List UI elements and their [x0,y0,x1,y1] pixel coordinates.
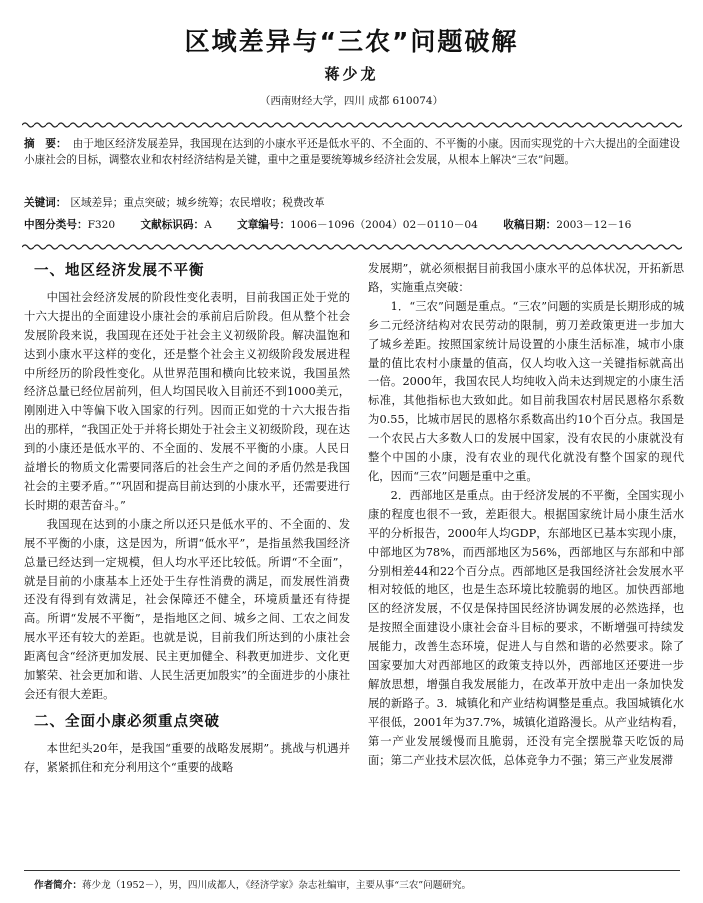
footnote-text: 蒋少龙（1952－），男，四川成都人，《经济学家》杂志社编审，主要从事“三农”问题研究。 [81,880,472,891]
keywords [24,195,680,210]
clc-label: 中图分类号： [24,219,88,231]
footnote-label: 作者简介： [34,880,82,891]
article-number-value: 1006－1096（2004）02－0110－04 [290,219,478,231]
paragraph: 发展期”，就必须根据目前我国小康水平的总体状况，开拓新思路，实施重点突破： [368,262,684,294]
author-affiliation: （西南财经大学，四川 成都 610074） [259,95,444,107]
paragraph: 我国现在达到的小康之所以还只是低水平的、不全面的、发展不平衡的小康，这是因为，所谓“低水平”，是指虽然我国经济总量已经达到一定规模，但人均水平还比较低。所谓“不全面”，就是目前的小康基本上还处于生存性消费的满足，而发展性消费还没有得到有效满足，社会保障还不健全，环境质量还有待提高。所谓“发展不平衡”，是指地区之间、城乡之间、工农之间发展水平还有较大的差距。也就是说，目前我们所达到的小康社会距离包含“经济更加发展、民主更加健全、科教更加进步、文化更加繁荣、社会更加和谐、人民生活更加殷实”的全面进步的小康社会还有很大差距。 [24,517,350,701]
paragraph: 1．“三农”问题是重点。“三农”问题的实质是长期形成的城乡二元经济结构对农民劳动的限制，剪刀差政策更进一步加大了城乡差距。按照国家统计局设置的小康生活标准，城市小康量的值比农村小康量的值高，仅人均收入这一关键指标就高出一倍。2000年，我国农民人均纯收入尚未达到规定的小康生活标准，其他指标也大致如此。如目前我国农村居民恩格尔系数为0.55，比城市居民的恩格尔系数高出约10个百分点。我国是一个农民占大多数人口的发展中国家，没有农民的小康就没有整个中国的小康，没有农业的现代化就没有整个国家的现代化，因而“三农”问题是重中之重。 [368,299,684,483]
article-metadata [24,217,684,232]
author-footnote [34,877,471,891]
doc-code-label: 文献标识码： [140,219,205,231]
paper-title: 区域差异与“三农”问题破解 [184,27,519,56]
author-name: 蒋少龙 [324,65,379,83]
abstract-text: 由于地区经济发展差异，我国现在达到的小康水平还是低水平的、不全面的、不平衡的小康。因而实现党的十六大提出的全面建设小康社会的目标，调整农业和农村经济结构是关键，重中之重是要统筹城乡经济社会发展，从根本上解决“三农”问题。 [24,138,681,166]
left-column [24,260,350,778]
wavy-divider-bottom [22,243,682,251]
doc-code-value: A [204,219,212,231]
keywords-label: 关键词： [24,197,67,209]
received-date-label: 收稿日期： [503,219,557,231]
footnote-rule [24,870,680,871]
abstract [24,136,680,168]
paragraph: 中国社会经济发展的阶段性变化表明，目前我国正处于党的十六大提出的全面建设小康社会的承前启后阶段。但从整个社会发展阶段来说，我国现在还处于社会主义初级阶段。解决温饱和达到小康水平这样的变化，还是整个社会主义初级阶段发展进程中所经历的阶段性变化。从世界范围和横向比较来说，我国虽然经济总量已经位居前列，但人均国民收入目前还不到1000美元，刚刚进入中等偏下收入国家的行列。因而正如党的十六大报告指出的那样，“我国正处于并将长期处于社会主义初级阶段，现在达到的小康还是低水平的、不全面的、发展不平衡的小康。人民日益增长的物质文化需要同落后的社会生产之间的矛盾仍然是我国社会的主要矛盾。”“巩固和提高目前达到的小康水平，还需要进行长时期的艰苦奋斗。” [24,290,350,512]
right-column [368,260,684,770]
section-heading-1: 一、地区经济发展不平衡 [34,263,205,279]
wavy-divider-top [22,121,682,129]
abstract-label: 摘 要： [24,138,67,150]
section-heading-2: 二、全面小康必须重点突破 [34,713,220,730]
clc-value: F320 [87,219,116,231]
paragraph: 本世纪头20年，是我国“重要的战略发展期”。挑战与机遇并存，紧紧抓住和充分利用这个“重要的战略 [24,741,350,774]
keywords-text: 区域差异；重点突破；城乡统筹；农民增收；税费改革 [70,197,325,209]
article-number-label: 文章编号： [237,219,291,231]
received-date-value: 2003－12－16 [556,219,632,231]
paragraph: 2．西部地区是重点。由于经济发展的不平衡，全国实现小康的程度也很不一致，差距很大。根据国家统计局小康生活水平的分析报告，2000年人均GDP，东部地区已基本实现小康，中部地区为78%，而西部地区为56%，西部地区与东部和中部分别相差44和22个百分点。西部地区是我国经济社会发展水平相对较低的地区，也是生态环境比较脆弱的地区。加快西部地区的经济发展，不仅是保持国民经济协调发展的必然选择，也是按照全面建设小康社会奋斗目标的要求，不断增强可持续发展能力，改善生态环境，促进人与自然和谐的必然要求。除了国家要加大对西部地区的政策支持以外，西部地区还要进一步解放思想，增强自我发展能力，在改革开放中走出一条加快发展的新路子。3．城镇化和产业结构调整是重点。我国城镇化水平很低，2001年为37.7%，城镇化道路漫长。从产业结构看，第一产业发展缓慢而且脆弱，还没有完全摆脱靠天吃饭的局面；第二产业技术层次低，总体竞争力不强；第三产业发展滞 [368,488,684,767]
